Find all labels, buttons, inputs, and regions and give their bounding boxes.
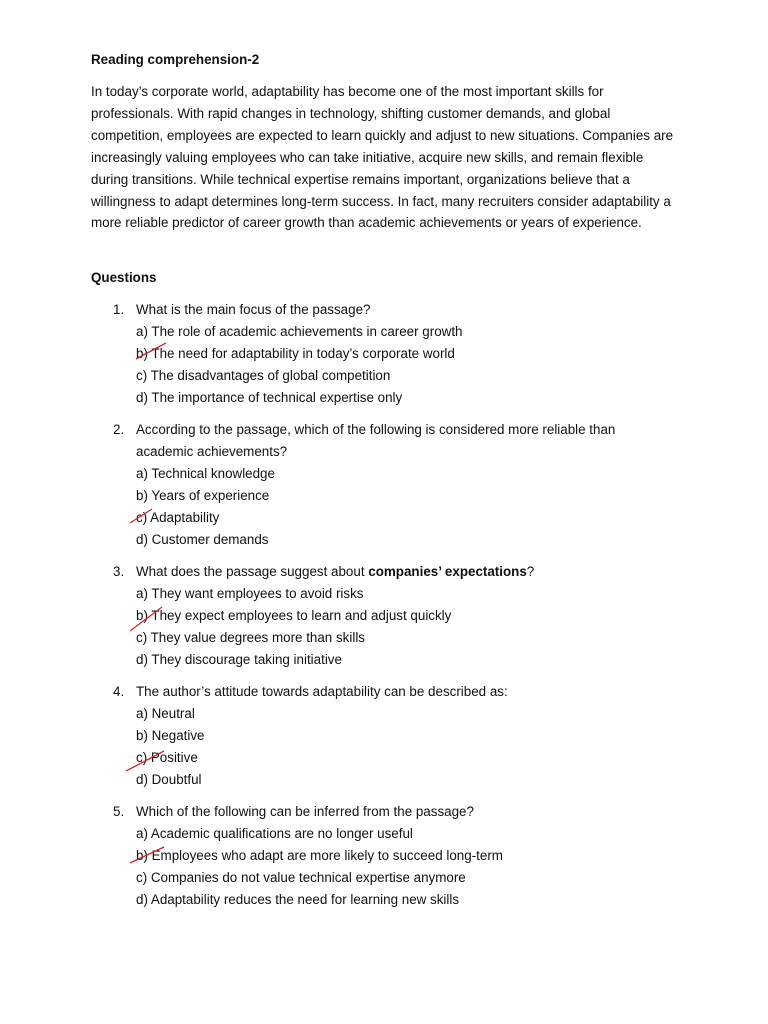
question-number: 4. [113,684,125,699]
option-text: b) They expect employees to learn and adjust quickly [136,607,452,623]
option-d: d) Adaptability reduces the need for learning new skills [136,891,460,907]
question-text-part: What does the passage suggest about [136,564,369,579]
passage-text: In today’s corporate world, adaptability has become one of the most important skills for professionals. With rapid changes in technology, shifting customer demands, and global competition, employees are expected to learn quickly and adjust to new situations. Companies are increasingly valuing employees who can take initiative, acquire new skills, and remain flexible during transitions. While technical expertise remains important, organizations believe that a willingness to adapt determines long-term success. In fact, many recruiters consider adaptability a more reliable predictor of career growth than academic achievements or years of experience. [91,84,674,231]
question-number: 3. [113,564,125,579]
option-b: b) Negative [136,727,205,743]
option-d: d) Doubtful [136,771,202,787]
question-5 [113,801,673,911]
question-text-emphasis: companies’ expectations [368,564,527,579]
question-1 [113,299,673,409]
question-number: 1. [113,302,125,317]
option-a: a) They want employees to avoid risks [136,585,364,601]
option-d: d) Customer demands [136,531,269,547]
question-text: What is the main focus of the passage? [136,302,371,317]
option-b-marked [136,343,673,365]
option-c-marked [136,507,673,529]
option-text: b) Employees who adapt are more likely to succeed long-term [136,847,503,863]
question-2 [113,419,673,550]
option-b-marked [136,605,673,627]
question-text-part: ? [526,564,535,579]
question-text [136,561,673,583]
option-a: a) Neutral [136,705,195,721]
option-text: c) Positive [136,749,198,765]
option-a: a) Technical knowledge [136,465,275,481]
option-d: d) They discourage taking initiative [136,651,342,667]
question-text: The author’s attitude towards adaptability can be described as: [136,684,508,699]
option-c-marked [136,747,673,769]
option-b-marked [136,845,673,867]
option-text: b) The need for adaptability in today’s corporate world [136,345,455,361]
question-4 [113,681,673,791]
option-a: a) The role of academic achievements in career growth [136,323,463,339]
question-number: 5. [113,804,125,819]
option-c: c) Companies do not value technical expertise anymore [136,869,466,885]
option-d: d) The importance of technical expertise only [136,389,403,405]
option-text: c) Adaptability [136,509,220,525]
questions-heading: Questions [91,270,157,285]
option-c: c) They value degrees more than skills [136,629,365,645]
option-b: b) Years of experience [136,487,270,503]
option-a: a) Academic qualifications are no longer useful [136,825,413,841]
question-text: Which of the following can be inferred from the passage? [136,804,474,819]
option-c: c) The disadvantages of global competition [136,367,391,383]
question-text: According to the passage, which of the following is considered more reliable than academic achievements? [136,422,616,459]
question-number: 2. [113,422,125,437]
document-title: Reading comprehension-2 [91,52,260,67]
question-3 [113,561,673,671]
